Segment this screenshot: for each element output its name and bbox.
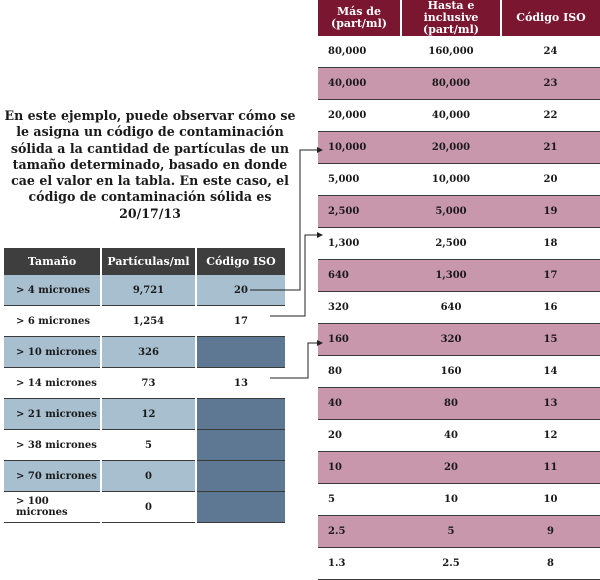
size-cell: > 14 micrones bbox=[4, 368, 101, 399]
iso-code-cell: 24 bbox=[501, 36, 600, 68]
iso-code-cell: 20 bbox=[501, 164, 600, 196]
count-cell: 9,721 bbox=[101, 275, 196, 306]
up-to-cell: 20 bbox=[401, 452, 501, 484]
up-to-cell: 20,000 bbox=[401, 132, 501, 164]
up-to-cell: 40 bbox=[401, 420, 501, 452]
particle-row-6-microns bbox=[4, 306, 285, 337]
more-than-cell: 40,000 bbox=[318, 68, 401, 100]
iso-code-cell: 22 bbox=[501, 100, 600, 132]
iso-range-row bbox=[318, 548, 600, 580]
more-than-cell: 20 bbox=[318, 420, 401, 452]
header-size: Tamaño bbox=[4, 248, 101, 275]
size-cell: > 4 micrones bbox=[4, 275, 101, 306]
up-to-cell: 320 bbox=[401, 324, 501, 356]
up-to-cell: 80,000 bbox=[401, 68, 501, 100]
iso-table-header-row bbox=[318, 0, 600, 36]
up-to-cell: 80 bbox=[401, 388, 501, 420]
more-than-cell: 40 bbox=[318, 388, 401, 420]
iso-range-row bbox=[318, 292, 600, 324]
up-to-cell: 640 bbox=[401, 292, 501, 324]
more-than-cell: 2.5 bbox=[318, 516, 401, 548]
more-than-cell: 1.3 bbox=[318, 548, 401, 580]
iso-code-cell: 17 bbox=[196, 306, 285, 337]
iso-code-cell-empty bbox=[196, 461, 285, 492]
iso-range-row bbox=[318, 516, 600, 548]
iso-code-cell: 23 bbox=[501, 68, 600, 100]
size-cell: > 21 micrones bbox=[4, 399, 101, 430]
iso-range-row bbox=[318, 132, 600, 164]
iso-code-cell: 11 bbox=[501, 452, 600, 484]
up-to-cell: 2,500 bbox=[401, 228, 501, 260]
up-to-cell: 40,000 bbox=[401, 100, 501, 132]
more-than-cell: 320 bbox=[318, 292, 401, 324]
iso-range-row bbox=[318, 228, 600, 260]
iso-code-range-table bbox=[318, 0, 600, 580]
particle-row-70-microns bbox=[4, 461, 285, 492]
iso-range-row bbox=[318, 452, 600, 484]
header-iso-code: Código ISO bbox=[196, 248, 285, 275]
count-cell: 73 bbox=[101, 368, 196, 399]
count-cell: 12 bbox=[101, 399, 196, 430]
more-than-cell: 80,000 bbox=[318, 36, 401, 68]
more-than-cell: 5 bbox=[318, 484, 401, 516]
iso-code-cell: 13 bbox=[501, 388, 600, 420]
header-particles-per-ml: Partículas/ml bbox=[101, 248, 196, 275]
more-than-cell: 640 bbox=[318, 260, 401, 292]
more-than-cell: 2,500 bbox=[318, 196, 401, 228]
particle-row-4-microns bbox=[4, 275, 285, 306]
iso-range-row bbox=[318, 324, 600, 356]
iso-code-cell: 16 bbox=[501, 292, 600, 324]
more-than-cell: 5,000 bbox=[318, 164, 401, 196]
more-than-cell: 10 bbox=[318, 452, 401, 484]
count-cell: 1,254 bbox=[101, 306, 196, 337]
iso-code-cell: 21 bbox=[501, 132, 600, 164]
explanation-text: En este ejemplo, puede observar cómo se le asigna un código de contaminación sólida a la cantidad de partículas de un tamaño determinado, basado en donde cae el valor en la tabla. En este caso, el código de contaminación sólida es 20/17/13 bbox=[4, 108, 296, 221]
particle-row-100-microns bbox=[4, 492, 285, 523]
iso-range-row bbox=[318, 100, 600, 132]
iso-range-row bbox=[318, 356, 600, 388]
count-cell: 0 bbox=[101, 492, 196, 523]
iso-range-row bbox=[318, 36, 600, 68]
iso-code-cell: 15 bbox=[501, 324, 600, 356]
iso-code-cell-empty bbox=[196, 492, 285, 523]
iso-range-row bbox=[318, 388, 600, 420]
up-to-cell: 160 bbox=[401, 356, 501, 388]
iso-code-cell: 13 bbox=[196, 368, 285, 399]
size-cell: > 6 micrones bbox=[4, 306, 101, 337]
count-cell: 326 bbox=[101, 337, 196, 368]
count-cell: 5 bbox=[101, 430, 196, 461]
size-cell: > 38 micrones bbox=[4, 430, 101, 461]
iso-code-cell: 17 bbox=[501, 260, 600, 292]
iso-code-cell: 8 bbox=[501, 548, 600, 580]
size-cell: > 10 micrones bbox=[4, 337, 101, 368]
iso-range-row bbox=[318, 420, 600, 452]
particle-table-header-row bbox=[4, 248, 285, 275]
up-to-cell: 10 bbox=[401, 484, 501, 516]
particle-count-table bbox=[4, 248, 285, 523]
size-cell: > 100 micrones bbox=[4, 492, 101, 523]
count-cell: 0 bbox=[101, 461, 196, 492]
iso-range-row bbox=[318, 68, 600, 100]
particle-row-14-microns bbox=[4, 368, 285, 399]
header-iso-code: Código ISO bbox=[501, 0, 600, 36]
header-up-to-inclusive: Hasta e inclusive (part/ml) bbox=[401, 0, 501, 36]
more-than-cell: 1,300 bbox=[318, 228, 401, 260]
iso-code-cell: 19 bbox=[501, 196, 600, 228]
up-to-cell: 5,000 bbox=[401, 196, 501, 228]
up-to-cell: 10,000 bbox=[401, 164, 501, 196]
up-to-cell: 5 bbox=[401, 516, 501, 548]
up-to-cell: 160,000 bbox=[401, 36, 501, 68]
particle-row-38-microns bbox=[4, 430, 285, 461]
iso-code-cell: 14 bbox=[501, 356, 600, 388]
iso-code-cell: 9 bbox=[501, 516, 600, 548]
iso-code-cell: 12 bbox=[501, 420, 600, 452]
iso-code-cell: 18 bbox=[501, 228, 600, 260]
more-than-cell: 20,000 bbox=[318, 100, 401, 132]
iso-code-cell: 20 bbox=[196, 275, 285, 306]
iso-range-row bbox=[318, 164, 600, 196]
iso-range-row bbox=[318, 196, 600, 228]
header-more-than: Más de (part/ml) bbox=[318, 0, 401, 36]
iso-range-row bbox=[318, 260, 600, 292]
up-to-cell: 2.5 bbox=[401, 548, 501, 580]
particle-row-21-microns bbox=[4, 399, 285, 430]
iso-code-cell-empty bbox=[196, 430, 285, 461]
more-than-cell: 80 bbox=[318, 356, 401, 388]
more-than-cell: 160 bbox=[318, 324, 401, 356]
iso-code-cell-empty bbox=[196, 399, 285, 430]
iso-code-cell-empty bbox=[196, 337, 285, 368]
up-to-cell: 1,300 bbox=[401, 260, 501, 292]
iso-code-cell: 10 bbox=[501, 484, 600, 516]
particle-row-10-microns bbox=[4, 337, 285, 368]
size-cell: > 70 micrones bbox=[4, 461, 101, 492]
more-than-cell: 10,000 bbox=[318, 132, 401, 164]
